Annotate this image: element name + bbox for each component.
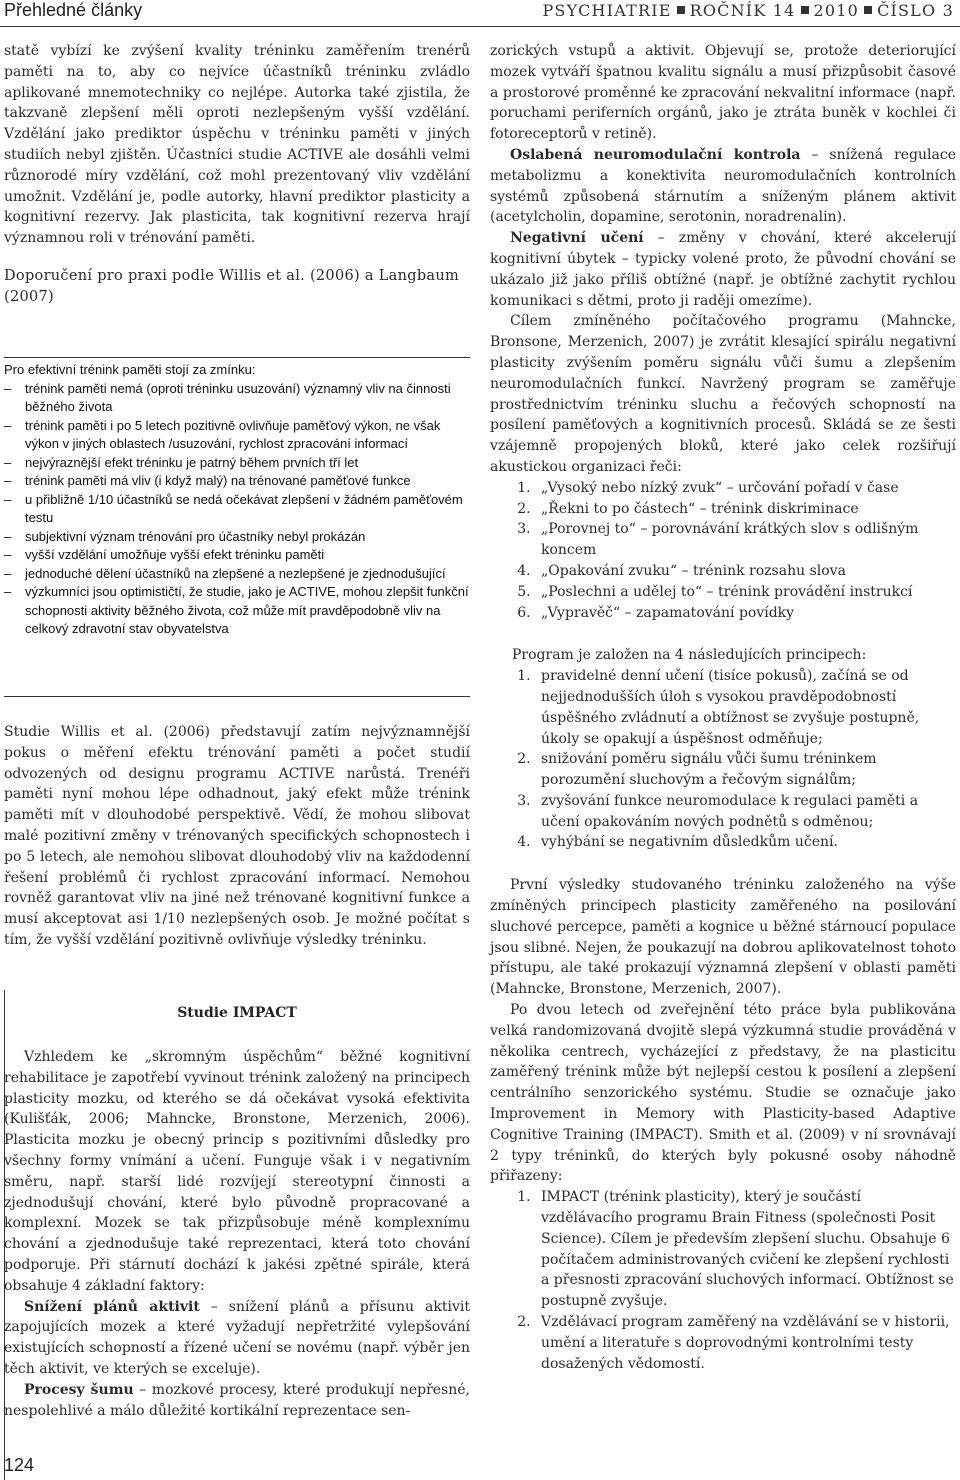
factor-title: Oslabená neuromodulační kontrola: [510, 146, 801, 163]
box-item: – trénink paměti i po 5 letech pozitivně ovlivňuje paměťový výkon, ne však výkon v jiných oblastech /usuzování, rychlost zpracování informací: [4, 417, 470, 454]
factor-title: Snížení plánů aktivit: [24, 1298, 200, 1315]
page-number: 124: [4, 1455, 35, 1475]
box-item: – trénink paměti má vliv (i když malý) na trénované paměťové funkce: [4, 472, 470, 491]
list-item: 4. vyhýbání se negativním důsledkům učení.: [535, 832, 956, 853]
recommendation-box: [4, 357, 470, 697]
list-item: 6. „Vypravěč“ – zapamatování povídky: [535, 603, 956, 624]
separator-square-icon: [864, 6, 872, 14]
page-header: [0, 0, 960, 24]
list-item: 3. „Porovnej to“ – porovnávání krátkých slov s odlišným koncem: [535, 519, 956, 561]
factor-paragraph: [490, 228, 956, 311]
list-item: 2. snižování poměru signálu vůči šumu tréninkem porozumění sluchovým a řečovým signálům;: [535, 749, 956, 791]
results-paragraph: První výsledky studovaného tréninku založeného na výše zmíněných principech plasticity zaměřeného na posilování sluchové percepce, paměti a kognice u běžné stárnoucí populace jsou slibné. Nejen, že poukazují na dobrou aplikovatelnost tohoto přístupu, ale také prokazují významná zlepšení v oblasti paměti (Mahncke, Bronstone, Merzenich, 2007).: [490, 877, 956, 998]
journal-info: [542, 1, 954, 20]
year: 2010: [813, 1, 860, 20]
separator-square-icon: [801, 6, 809, 14]
header-rule: [0, 26, 960, 27]
factor-paragraph: [4, 1380, 470, 1422]
section-title: Studie IMPACT: [177, 1005, 297, 1021]
list-item: 2. „Řekni to po částech“ – trénink diskriminace: [535, 499, 956, 520]
impact-study-paragraph: Po dvou letech od zveřejnění této práce byla publikována velká randomizovaná dvojitě slepá výzkumná studie prováděná v několika centrech, vycházející z představy, že na plasticitu zaměřený trénink může být nejlepší cestou k posílení a zlepšení centrálního senzorického systému. Studie se označuje jako Improvement in Memory with Plasticity-based Adaptive Cognitive Training (IMPACT). Smith et al. (2009) v ní srovnávají 2 typy tréninků, do kterých byly pokusné osoby náhodně přiřazeny:: [490, 1002, 956, 1185]
groups-list: [490, 1187, 956, 1374]
box-item: – subjektivní význam trénování pro účastníky nebyl prokázán: [4, 528, 470, 547]
list-item: 1. „Vysoký nebo nízký zvuk“ – určování pořadí v čase: [535, 478, 956, 499]
list-item: 4. „Opakování zvuku“ – trénink rozsahu slova: [535, 561, 956, 582]
volume: ROČNÍK 14: [689, 1, 796, 20]
list-item: 5. „Poslechni a udělej to“ – trénink provádění instrukcí: [535, 582, 956, 603]
box-item: – u přibližně 1/10 účastníků se nedá očekávat zlepšení v žádném paměťovém testu: [4, 491, 470, 528]
factor-text: – snížení plánů a přísunu aktivit zapojujících mozek a které vyžadují nepřetržité vylepšování existujících schopností a řízené učení se novému (např. výběr jen těch aktivit, ve kterých se exceluje).: [4, 1298, 470, 1377]
box-title: Pro efektivní trénink paměti stojí za zmínku:: [4, 362, 256, 377]
intro-paragraph: statě vybízí ke zvýšení kvality tréninku zaměřením trenérů paměti na to, aby co nejvíce účastníků tréninku zvládlo aplikované mnemotechniky co nejlépe. Autorka také zjistila, že takzvaně zlepšení měli oproti nezlepšeným vyšší vzdělání. Vzdělání jako prediktor úspěchu v tréninku paměti v jiných studiích nebyl zjištěn. Účastníci studie ACTIVE ale dosáhli velmi různorodé míry vzdělání, což mohl prezentovaný vliv vzdělání umožnit. Vzdělání je, podle autorky, hlavní prediktor plasticity a kognitivní rezervy. Jak plasticita, tak kognitivní rezerva hrají významnou roli v trénování paměti.: [4, 43, 470, 247]
list-item: 3. zvyšování funkce neuromodulace k regulaci paměti a učení opakováním nových podnětů s odměnou;: [535, 791, 956, 833]
list-item: 1. IMPACT (trénink plasticity), který je součástí vzdělávacího programu Brain Fitness (společnosti Posit Science). Cílem je především zlepšení sluchu. Obsahuje 6 počítačem administrovaných cvičení ke zlepšení rychlosti a přesnosti zpracování sluchových informací. Obtížnost se postupně zvyšuje.: [535, 1187, 956, 1312]
box-item: – trénink paměti nemá (oproti tréninku usuzování) významný vliv na činnosti běžného života: [4, 380, 470, 417]
list-item: 2. Vzdělávací program zaměřený na vzdělávání se v historii, umění a literatuře s doprovodnými kontrolními testy dosažených vědomostí.: [535, 1312, 956, 1374]
issue: ČÍSLO 3: [877, 1, 954, 20]
factor-text: – mozkové procesy, které produkují nepřesné, nespolehlivé a málo důležité kortikální reprezentace sen-: [4, 1381, 470, 1419]
recommendation-heading: Doporučení pro praxi podle Willis et al. (2006) a Langbaum (2007): [4, 267, 460, 305]
impact-paragraph: Vzhledem ke „skromným úspěchům“ běžné kognitivní rehabilitace je zapotřebí vyvinout trénink založený na principech plasticity mozku, od kterého se dá očekávat vysoká efektivita (Kulišťák, 2006; Mahncke, Bronstone, Merzenich, 2006). Plasticita mozku je obecný princip s pozitivními důsledky pro všechny formy vnímání a učení. Funguje však i v negativním směru, např. starší lidé rozvíjejí stereotypní činnosti a zjednodušují chování, které bylo původně propracované a komplexní. Mozek se tak přizpůsobuje méně komplexnímu chování a zjednodušuje také reprezentaci, která toto chování podporuje. Při stárnutí dochází k jakési zpětné spirále, která obsahuje 4 základní faktory:: [4, 1049, 470, 1294]
right-column: [490, 41, 956, 1374]
box-item: – jednoduché dělení účastníků na zlepšené a nezlepšené je zjednodušující: [4, 565, 470, 584]
principles-intro: Program je založen na 4 následujících principech:: [512, 647, 867, 664]
factor-paragraph: [4, 1297, 470, 1380]
factor-text: – změny v chování, které akcelerují kognitivní úbytek – typicky volené proto, že původní chování se ukázalo již jako příliš obtížné (např. je obtížné zachytit rychlou komunikaci s dětmi, proto ji raději omezíme).: [490, 230, 957, 309]
factor-title: Negativní učení: [510, 230, 644, 247]
separator-square-icon: [677, 6, 685, 14]
box-list: [4, 380, 470, 639]
list-item: 1. pravidelné denní učení (tisíce pokusů), začíná se od nejjednodušších úloh s vysokou pravděpodobností úspěšného zvládnutí a obtížnost se zvyšuje postupně, úkoly se opakují a úspěšnost odměňuje;: [535, 666, 956, 749]
left-column: [4, 41, 470, 308]
factor-title: Procesy šumu: [24, 1381, 134, 1398]
journal-name: PSYCHIATRIE: [542, 1, 672, 20]
box-item: – nejvýraznější efekt tréninku je patrný během prvních tří let: [4, 454, 470, 473]
impact-section: [4, 1047, 470, 1421]
willis-paragraph: Studie Willis et al. (2006) představují zatím nejvýznamnější pokus o měření efektu trénování paměti a počet studií odvozených od designu programu ACTIVE narůstá. Trenéři paměti nyní mohou lépe odhadnout, jaký efekt může trénink paměti mít v dlouhodobé perspektivě. Vědí, že mohou slibovat malé pozitivní změny v trénovaných specifických schopnostech i po 5 letech, ale nemohou slibovat dlouhodobý vliv na každodenní řešení problémů či rychlost zpracování informací. Nemohou rovněž garantovat vliv na jiné než trénované kognitivní funkce a musí akceptovat asi 1/10 nezlepšených osob. Je možné počítat s tím, že vyšší vzdělání pozitivně ovlivňuje výsledky tréninku.: [4, 724, 470, 948]
box-item: – vyšší vzdělání umožňuje vyšší efekt tréninku paměti: [4, 546, 470, 565]
goal-paragraph: Cílem zmíněného počítačového programu (Mahncke, Bronsone, Merzenich, 2007) je zvrátit klesající spirálu negativní plasticity zvýšením poměru signálu vůči šumu a zlepšením neuromodulačních funkcí. Navržený program se zaměřuje prostřednictvím tréninku sluchu a řečových schopností na posílení paměťových a kognitivních procesů. Skládá se ze šesti vzájemně propojených bloků, které jako celek rozšiřují akustickou organizaci řeči:: [490, 313, 956, 475]
blocks-list: [490, 478, 956, 624]
paragraph: zorických vstupů a aktivit. Objevují se, protože deteriorující mozek vytváří špatnou kvalitu signálu a musí přizpůsobit časové a prostorové proměnné ke zpracování nekvalitní informace (např. poruchami periferních orgánů, jako je ztráta buněk v kochlei či fotoreceptorů v retině).: [490, 43, 956, 143]
left-column-after-box: [4, 722, 470, 951]
box-item: – výzkumníci jsou optimističtí, že studie, jako je ACTIVE, mohou zlepšit funkční schopnosti aktivity běžného života, což může mít pravděpodobně vliv na celkový zdravotní stav obyvatelstva: [4, 583, 470, 639]
factor-text: – snížená regulace metabolizmu a konektivita neuromodulačních kontrolních systémů způsobená stárnutím a sníženým plánem aktivit (acetylcholin, dopamine, serotonin, noradrenalin).: [490, 146, 956, 226]
factor-paragraph: [490, 145, 956, 228]
section-label: Přehledné články: [4, 0, 143, 20]
principles-list: [490, 666, 956, 853]
